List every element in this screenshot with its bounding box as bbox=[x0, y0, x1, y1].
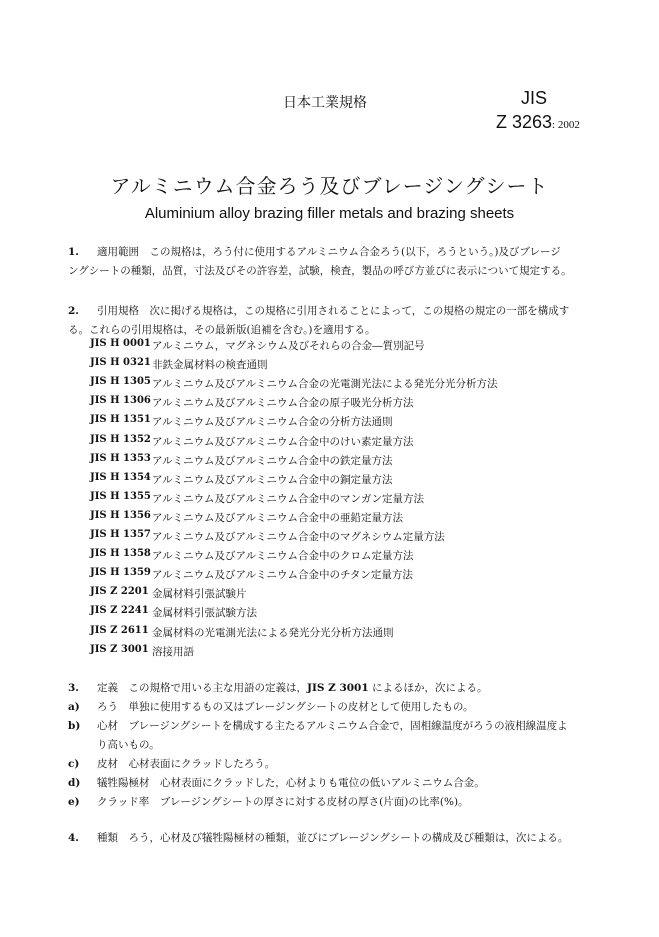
reference-item bbox=[0, 472, 659, 491]
section-text: 引用規格 次に掲げる規格は，この規格に引用されることによって，この規格の規定の一部を構成す bbox=[97, 305, 570, 317]
reference-title: アルミニウム及びアルミニウム合金の分析方法通則 bbox=[152, 416, 393, 429]
reference-item bbox=[0, 338, 659, 357]
section-3 bbox=[68, 679, 488, 698]
definition-item bbox=[68, 755, 628, 774]
section-3-line1 bbox=[68, 679, 488, 698]
standard-name-jp: 日本工業規格 bbox=[283, 95, 367, 111]
definition-item bbox=[68, 774, 628, 793]
reference-code: JIS Z 2201 bbox=[90, 586, 149, 598]
reference-code: JIS H 1359 bbox=[90, 567, 151, 579]
section-2-line2: る。これらの引用規格は，その最新版(追補を含む。)を適用する。 bbox=[68, 324, 376, 336]
reference-item bbox=[0, 510, 659, 529]
section-text: 適用範囲 この規格は，ろう付に使用するアルミニウム合金ろう(以下，ろうという。)及びブレージ bbox=[97, 246, 561, 258]
definition-label: e) bbox=[68, 796, 80, 808]
section-2 bbox=[68, 302, 569, 340]
section-1-line1 bbox=[68, 243, 572, 262]
reference-title: アルミニウム及びアルミニウム合金中のマンガン定量方法 bbox=[152, 492, 424, 505]
definition-list bbox=[68, 698, 628, 812]
title-en: Aluminium alloy brazing filler metals and brazing sheets bbox=[144, 205, 515, 222]
reference-title: アルミニウム及びアルミニウム合金中の銅定量方法 bbox=[152, 473, 393, 486]
jis-label: JIS bbox=[521, 88, 548, 108]
reference-item bbox=[0, 491, 659, 510]
definition-label: a) bbox=[68, 701, 80, 713]
reference-title: アルミニウム，マグネシウム及びそれらの合金―質別記号 bbox=[152, 340, 425, 352]
definition-label: c) bbox=[68, 758, 80, 770]
reference-title: 金属材料引張試験片 bbox=[152, 588, 247, 601]
definition-text: 犠牲陽極材 心材表面にクラッドした，心材よりも電位の低いアルミニウム合金。 bbox=[97, 777, 485, 789]
reference-code: JIS H 1305 bbox=[90, 376, 151, 388]
reference-code: JIS H 1352 bbox=[90, 433, 151, 445]
section-number: 3. bbox=[68, 682, 79, 694]
definition-label: b) bbox=[68, 720, 81, 732]
section-text: 定義 この規格で用いる主な用語の定義は， bbox=[97, 682, 307, 694]
reference-code: JIS H 1306 bbox=[90, 395, 151, 407]
reference-item bbox=[0, 453, 659, 472]
reference-item bbox=[0, 395, 659, 414]
reference-code: JIS H 1353 bbox=[90, 452, 151, 464]
section-number: 1. bbox=[68, 246, 79, 258]
section-number: 2. bbox=[68, 305, 79, 317]
title-jp: アルミニウム合金ろう及びブレージングシート bbox=[110, 174, 549, 198]
reference-code: JIS H 0321 bbox=[90, 357, 151, 369]
definition-item bbox=[68, 698, 628, 717]
reference-item bbox=[0, 625, 659, 644]
reference-item bbox=[0, 434, 659, 453]
reference-title: アルミニウム及びアルミニウム合金中のクロム定量方法 bbox=[152, 550, 414, 563]
section-text: 種類 ろう，心材及び犠牲陽極材の種類，並びにブレージングシートの構成及び種類は，次による。 bbox=[97, 832, 569, 844]
section-4-line1 bbox=[68, 829, 568, 848]
reference-code: JIS H 0001 bbox=[90, 338, 151, 349]
section-text-tail: によるほか，次による。 bbox=[368, 682, 488, 694]
definition-line bbox=[68, 717, 628, 736]
reference-title: 溶接用語 bbox=[152, 645, 194, 658]
standard-code bbox=[496, 112, 580, 133]
reference-item bbox=[0, 586, 659, 605]
definition-line bbox=[68, 793, 628, 812]
reference-title: 非鉄金属材料の検査通則 bbox=[152, 359, 268, 372]
reference-title: アルミニウム及びアルミニウム合金の光電測光法による発光分光分析方法 bbox=[152, 378, 498, 391]
reference-item bbox=[0, 376, 659, 395]
standard-year: : 2002 bbox=[552, 119, 580, 131]
reference-title: 金属材料引張試験方法 bbox=[152, 607, 257, 620]
reference-item bbox=[0, 357, 659, 376]
reference-title: 金属材料の光電測光法による発光分光分析方法通則 bbox=[152, 626, 394, 639]
definition-label: d) bbox=[68, 777, 81, 789]
reference-title: アルミニウム及びアルミニウム合金の原子吸光分析方法 bbox=[152, 397, 414, 410]
reference-title: アルミニウム及びアルミニウム合金中の亜鉛定量方法 bbox=[152, 511, 403, 524]
reference-item bbox=[0, 644, 659, 663]
reference-title: アルミニウム及びアルミニウム合金中のチタン定量方法 bbox=[152, 569, 413, 582]
reference-code: JIS H 1358 bbox=[90, 548, 151, 560]
definition-text: 皮材 心材表面にクラッドしたろう。 bbox=[97, 758, 276, 770]
definition-line bbox=[68, 774, 628, 793]
reference-title: アルミニウム及びアルミニウム合金中の鉄定量方法 bbox=[152, 454, 393, 467]
definition-line bbox=[68, 755, 628, 774]
section-2-line1 bbox=[68, 302, 569, 321]
reference-code: JIS H 1355 bbox=[90, 490, 151, 502]
reference-item bbox=[0, 548, 659, 567]
definition-text: 心材 ブレージングシートを構成する主たるアルミニウム合金で，固相線温度がろうの液相線温度よ bbox=[97, 720, 568, 732]
reference-code: JIS H 1351 bbox=[90, 414, 151, 426]
reference-item bbox=[0, 567, 659, 586]
referenced-standard: JIS Z 3001 bbox=[307, 682, 369, 694]
definition-text: ろう 単独に使用するもの又はブレージングシートの皮材として使用したもの。 bbox=[97, 701, 474, 713]
definition-item bbox=[68, 793, 628, 812]
section-4 bbox=[68, 829, 568, 848]
standard-number: Z 3263 bbox=[496, 112, 553, 132]
reference-item bbox=[0, 414, 659, 433]
reference-list bbox=[0, 338, 659, 668]
reference-code: JIS H 1354 bbox=[90, 471, 151, 483]
definition-item bbox=[68, 717, 628, 755]
section-number: 4. bbox=[68, 832, 79, 844]
reference-code: JIS Z 3001 bbox=[90, 643, 149, 655]
definition-continuation: り高いもの。 bbox=[97, 739, 160, 751]
section-1 bbox=[68, 243, 572, 281]
reference-item bbox=[0, 605, 659, 624]
section-1-line2: ングシートの種類，品質，寸法及びその許容差，試験，検査，製品の呼び方並びに表示について規定する。 bbox=[68, 265, 572, 277]
definition-line bbox=[68, 698, 628, 717]
reference-code: JIS Z 2241 bbox=[90, 605, 149, 617]
reference-code: JIS H 1356 bbox=[90, 509, 151, 521]
reference-code: JIS Z 2611 bbox=[90, 624, 149, 636]
reference-title: アルミニウム及びアルミニウム合金中のけい素定量方法 bbox=[152, 435, 414, 448]
reference-code: JIS H 1357 bbox=[90, 529, 151, 540]
definition-text: クラッド率 ブレージングシートの厚さに対する皮材の厚さ(片面)の比率(%)。 bbox=[97, 796, 469, 808]
reference-item bbox=[0, 529, 659, 548]
reference-title: アルミニウム及びアルミニウム合金中のマグネシウム定量方法 bbox=[152, 531, 445, 543]
